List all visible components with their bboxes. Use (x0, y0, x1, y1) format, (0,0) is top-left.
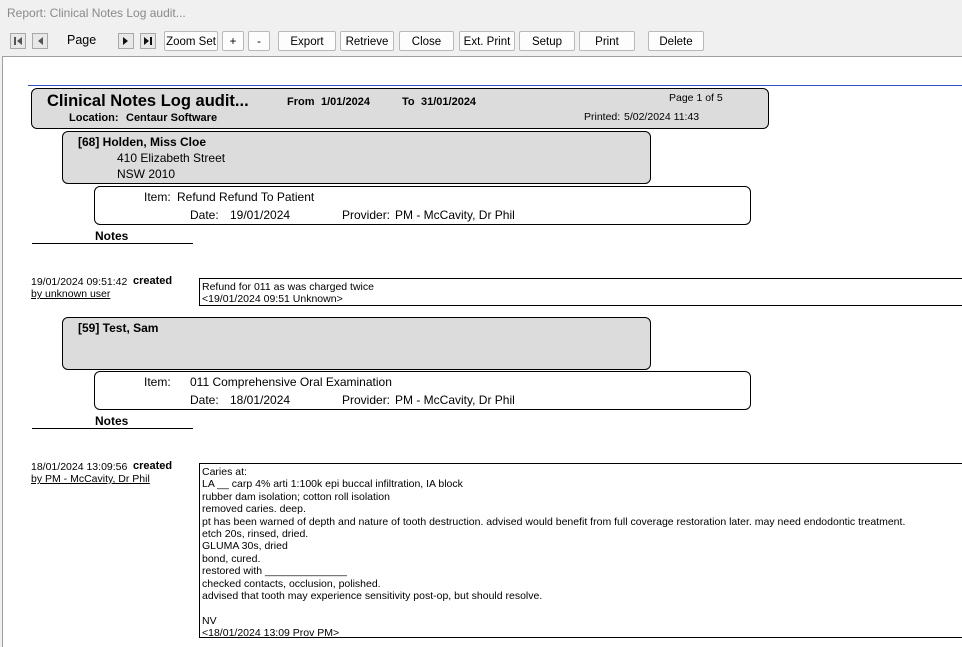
page-top-rule (28, 85, 962, 86)
patient-header (62, 131, 651, 184)
date-label: Date: (190, 393, 219, 407)
note-line: pt has been warned of depth and nature of tooth destruction. advised would benefit from full coverage restoration later. may need endodontic treatment. (202, 515, 906, 528)
provider-value: PM - McCavity, Dr Phil (395, 393, 515, 407)
note-line: checked contacts, occlusion, polished. (202, 577, 381, 590)
notes-header (32, 413, 193, 429)
notes-label: Notes (95, 229, 129, 243)
provider-label: Provider: (342, 208, 391, 222)
report-canvas[interactable] (2, 56, 962, 647)
note-author: by PM - McCavity, Dr Phil (31, 473, 150, 485)
note-line: Caries at: (202, 466, 247, 478)
patient-header (62, 317, 651, 370)
item-box (94, 186, 751, 225)
note-text-box (199, 278, 962, 306)
note-line: restored with ______________ (202, 565, 347, 578)
date-label: Date: (190, 208, 219, 222)
note-line: LA __ carp 4% arti 1:100k epi buccal infiltration, IA block (202, 478, 463, 491)
note-line: etch 20s, rinsed, dried. (202, 527, 309, 540)
note-line: advised that tooth may experience sensitivity post-op, but should resolve. (202, 589, 543, 602)
ext-print-button[interactable]: Ext. Print (459, 31, 515, 51)
from-date: 1/01/2024 (321, 96, 370, 108)
note-action: created (133, 460, 173, 472)
zoom-set-button[interactable]: Zoom Set (164, 31, 218, 51)
close-button[interactable]: Close (399, 31, 454, 51)
export-button[interactable]: Export (278, 31, 336, 51)
to-date: 31/01/2024 (421, 96, 477, 108)
date-value: 18/01/2024 (230, 393, 291, 407)
note-author: by unknown user (31, 288, 111, 300)
notes-label: Notes (95, 414, 129, 428)
note-line: <18/01/2024 13:09 Prov PM> (202, 627, 340, 640)
patient-name: [59] Test, Sam (78, 321, 159, 335)
from-label: From (287, 96, 315, 108)
page-label: Page (67, 33, 97, 47)
to-label: To (402, 96, 415, 108)
zoom-in-button[interactable]: + (222, 31, 244, 51)
patient-name: [68] Holden, Miss Cloe (78, 135, 207, 149)
provider-label: Provider: (342, 393, 391, 407)
date-value: 19/01/2024 (230, 208, 291, 222)
report-title: Clinical Notes Log audit... (47, 92, 249, 110)
item-value: Refund Refund To Patient (177, 190, 315, 204)
note-text-box (199, 463, 962, 638)
note-line: bond, cured. (202, 552, 261, 565)
setup-button[interactable]: Setup (519, 31, 575, 51)
provider-value: PM - McCavity, Dr Phil (395, 208, 515, 222)
note-line: rubber dam isolation; cotton roll isolation (202, 490, 390, 503)
location-value: Centaur Software (126, 112, 218, 124)
note-line: <19/01/2024 09:51 Unknown> (202, 293, 343, 306)
notes-header (32, 228, 193, 244)
first-page-icon[interactable] (10, 33, 26, 49)
printed-label: Printed: (584, 111, 621, 123)
printed-value: 5/02/2024 11:43 (624, 111, 700, 123)
note-action: created (133, 275, 173, 287)
report-page (3, 57, 962, 647)
note-line: NV (202, 614, 217, 627)
note-timestamp: 19/01/2024 09:51:42 (31, 276, 128, 288)
note-line: removed caries. deep. (202, 503, 306, 516)
retrieve-button[interactable]: Retrieve (340, 31, 394, 51)
window-title: Report: Clinical Notes Log audit... (7, 6, 186, 20)
note-line: GLUMA 30s, dried (202, 540, 288, 553)
last-page-icon[interactable] (140, 33, 156, 49)
patient-address-line1: 410 Elizabeth Street (117, 151, 226, 165)
note-line: Refund for 011 as was charged twice (202, 281, 374, 293)
item-label: Item: (144, 375, 171, 389)
item-value: 011 Comprehensive Oral Examination (190, 375, 392, 389)
report-header (31, 88, 769, 129)
delete-button[interactable]: Delete (648, 31, 704, 51)
window-titlebar (0, 0, 962, 28)
next-page-icon[interactable] (118, 33, 134, 49)
item-label: Item: (144, 190, 171, 204)
previous-page-icon[interactable] (32, 33, 48, 49)
zoom-out-button[interactable]: - (248, 31, 270, 51)
toolbar (0, 28, 962, 56)
location-label: Location: (69, 112, 119, 124)
print-button[interactable]: Print (579, 31, 635, 51)
item-box (94, 371, 751, 410)
page-indicator: Page 1 of 5 (669, 92, 723, 104)
note-timestamp: 18/01/2024 13:09:56 (31, 461, 128, 473)
patient-address-line2: NSW 2010 (117, 167, 176, 181)
note-line (202, 602, 962, 614)
